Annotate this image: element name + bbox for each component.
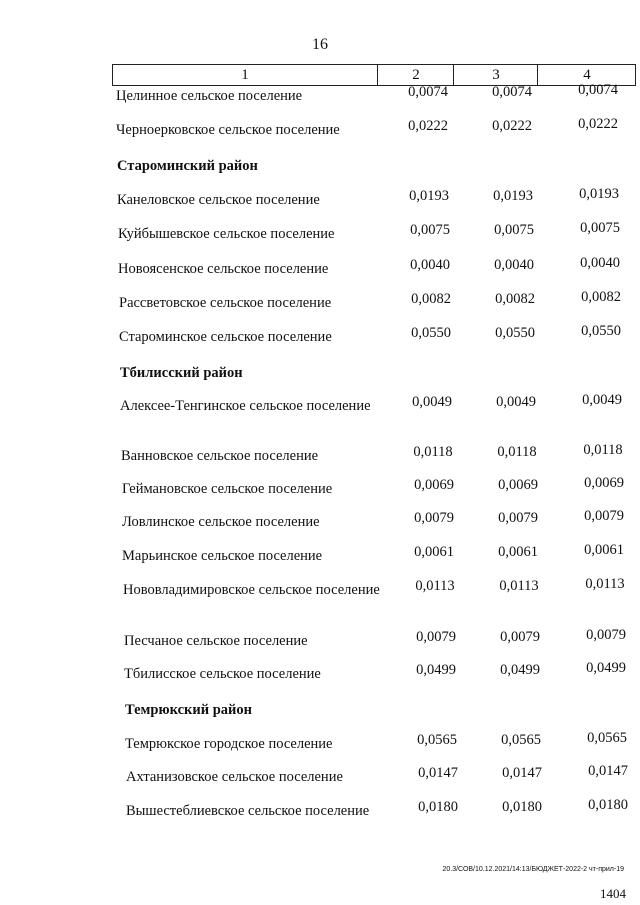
settlement-name: Целинное сельское поселение (116, 88, 303, 104)
value-col-4: 0,0147 (588, 763, 628, 779)
value-col-4: 0,0193 (579, 186, 619, 202)
settlement-name: Староминское сельское поселение (119, 329, 332, 345)
settlement-name: Вышестеблиевское сельское поселение (126, 803, 370, 819)
table-header (112, 64, 636, 86)
value-col-2: 0,0180 (418, 799, 458, 815)
value-col-2: 0,0565 (417, 732, 457, 748)
value-col-4: 0,0049 (582, 392, 622, 408)
value-col-3: 0,0049 (496, 394, 536, 410)
value-col-4: 0,0118 (583, 442, 623, 458)
value-col-3: 0,0079 (498, 510, 538, 526)
settlement-name: Нововладимировское сельское поселение (123, 582, 380, 598)
settlement-name: Канеловское сельское поселение (117, 192, 320, 208)
value-col-3: 0,0118 (497, 444, 537, 460)
value-col-4: 0,0061 (584, 542, 624, 558)
value-col-2: 0,0079 (416, 629, 456, 645)
value-col-3: 0,0565 (501, 732, 541, 748)
value-col-4: 0,0550 (581, 323, 621, 339)
section-heading: Староминский район (117, 158, 258, 174)
value-col-3: 0,0075 (494, 222, 534, 238)
settlement-name: Геймановское сельское поселение (122, 481, 333, 497)
settlement-name: Черноерковское сельское поселение (116, 122, 340, 138)
value-col-2: 0,0118 (413, 444, 453, 460)
value-col-2: 0,0049 (412, 394, 452, 410)
header-col-3: 3 (453, 65, 538, 85)
settlement-name: Песчаное сельское поселение (124, 633, 308, 649)
settlement-name: Рассветовское сельское поселение (119, 295, 332, 311)
value-col-4: 0,0499 (586, 660, 626, 676)
value-col-4: 0,0222 (578, 116, 618, 132)
value-col-4: 0,0082 (581, 289, 621, 305)
page-number: 16 (312, 36, 328, 53)
value-col-4: 0,0079 (586, 627, 626, 643)
value-col-4: 0,0113 (585, 576, 625, 592)
value-col-3: 0,0180 (502, 799, 542, 815)
settlement-name: Ловлинское сельское поселение (122, 514, 320, 530)
value-col-2: 0,0074 (408, 84, 448, 100)
value-col-2: 0,0040 (410, 257, 450, 273)
value-col-4: 0,0069 (584, 475, 624, 491)
value-col-3: 0,0061 (498, 544, 538, 560)
value-col-4: 0,0040 (580, 255, 620, 271)
value-col-3: 0,0082 (495, 291, 535, 307)
value-col-2: 0,0147 (418, 765, 458, 781)
header-col-4: 4 (537, 65, 636, 85)
value-col-4: 0,0075 (580, 220, 620, 236)
value-col-4: 0,0074 (578, 82, 618, 98)
value-col-2: 0,0061 (414, 544, 454, 560)
settlement-name: Новоясенское сельское поселение (118, 261, 329, 277)
value-col-3: 0,0074 (492, 84, 532, 100)
value-col-4: 0,0565 (587, 730, 627, 746)
value-col-3: 0,0147 (502, 765, 542, 781)
value-col-3: 0,0069 (498, 477, 538, 493)
settlement-name: Тбилисское сельское поселение (124, 666, 321, 682)
value-col-3: 0,0193 (493, 188, 533, 204)
value-col-3: 0,0040 (494, 257, 534, 273)
value-col-3: 0,0079 (500, 629, 540, 645)
value-col-3: 0,0222 (492, 118, 532, 134)
value-col-2: 0,0069 (414, 477, 454, 493)
header-col-2: 2 (377, 65, 454, 85)
sheet-number: 1404 (600, 886, 626, 901)
section-heading: Темрюкский район (125, 702, 252, 718)
value-col-3: 0,0550 (495, 325, 535, 341)
value-col-4: 0,0079 (584, 508, 624, 524)
value-col-2: 0,0075 (410, 222, 450, 238)
value-col-3: 0,0499 (500, 662, 540, 678)
header-col-1: 1 (241, 67, 249, 83)
value-col-2: 0,0550 (411, 325, 451, 341)
value-col-2: 0,0113 (415, 578, 455, 594)
settlement-name: Марьинское сельское поселение (122, 548, 323, 564)
settlement-name: Ахтанизовское сельское поселение (126, 769, 343, 785)
settlement-name: Куйбышевское сельское поселение (118, 226, 335, 242)
settlement-name: Ванновское сельское поселение (121, 448, 319, 464)
value-col-2: 0,0193 (409, 188, 449, 204)
settlement-name: Алексее-Тенгинское сельское поселение (120, 398, 371, 414)
value-col-2: 0,0499 (416, 662, 456, 678)
value-col-3: 0,0113 (499, 578, 539, 594)
value-col-4: 0,0180 (588, 797, 628, 813)
footer-code: 20.3/СОВ/10.12.2021/14:13/БЮДЖЕТ-2022-2 чт-прил-19 (442, 866, 624, 873)
section-heading: Тбилисский район (120, 365, 243, 381)
value-col-2: 0,0222 (408, 118, 448, 134)
value-col-2: 0,0082 (411, 291, 451, 307)
value-col-2: 0,0079 (414, 510, 454, 526)
settlement-name: Темрюкское городское поселение (125, 736, 333, 752)
